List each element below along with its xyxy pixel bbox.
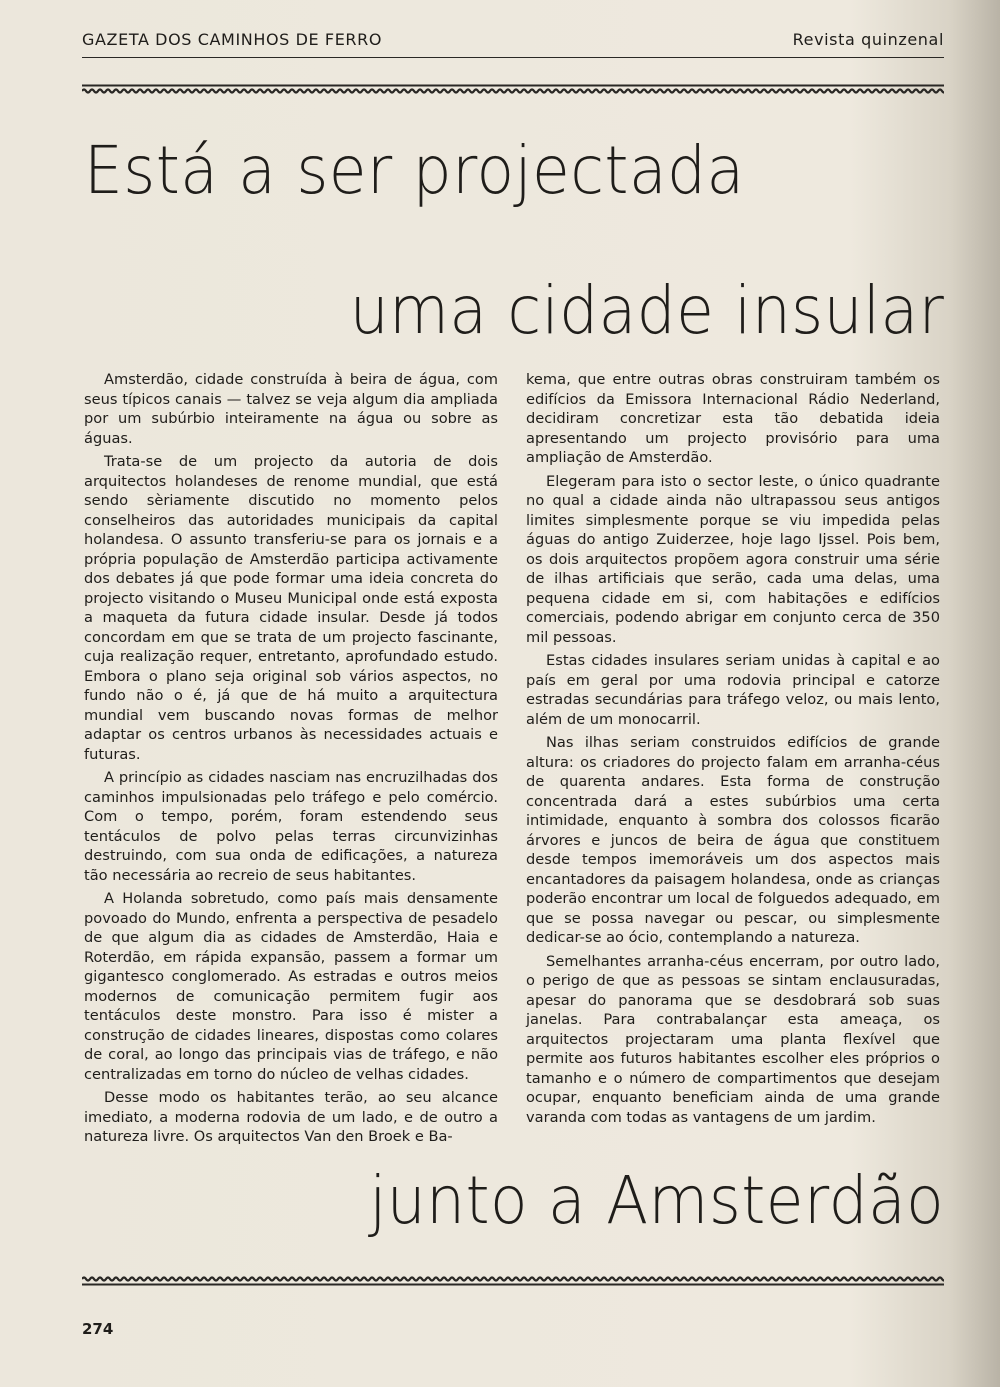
running-header — [82, 30, 944, 58]
paragraph: Elegeram para isto o sector leste, o único quadrante no qual a cidade ainda não ultrapassou seus antigos limites simplesmente porque se viu impedida pelas águas do antigo Zuiderzee, hoje lago Ijssel. Pois bem, os dois arquitectos propõem agora construir uma série de ilhas artificiais que serão, cada uma delas, uma pequena cidade em si, com habitações e edifícios comerciais, podendo abrigar em conjunto cerca de 350 mil pessoas. — [526, 472, 940, 646]
paragraph: Trata-se de um projecto da autoria de dois arquitectos holandeses de renome mundial, que está sendo sèriamente discutido no momento pelos conselheiros das autoridades municipais da capital holandesa. O assunto transferiu-se para os jornais e a própria população de Amsterdão participa activamente dos debates já que pode formar uma ideia concreta do projecto visitando o Museu Municipal onde está exposta a maqueta da futura cidade insular. Desde já todos concordam em que se trata de um projecto fascinante, cuja realização requer, entretanto, aprofundado estudo. Embora o plano seja original sob vários aspectos, no fundo não o é, já que de há muito a arquitectura mundial vem buscando novas formas de melhor adaptar os centros urbanos às necessidades actuais e futuras. — [84, 453, 498, 763]
headline-line-2: uma cidade insular — [349, 272, 944, 349]
paragraph: Semelhantes arranha-céus encerram, por outro lado, o perigo de que as pessoas se sintam enclausuradas, apesar do panorama que se desdobrará sob suas janelas. Para contrabalançar esta ameaça, os arquitectos projectaram uma planta flexível que permite aos futuros habitantes escolher eles próprios o tamanho e o número de compartimentos que desejam ocupar, enquanto beneficiam ainda de uma grande varanda com todas as vantagens de um jardim. — [526, 952, 940, 1126]
article-column-left — [84, 370, 498, 1151]
page-number: 274 — [82, 1320, 114, 1338]
top-wave-rule — [82, 84, 944, 98]
paragraph: A princípio as cidades nasciam nas encruzilhadas dos caminhos impulsionadas pelo tráfego e pelo comércio. Com o tempo, porém, foram estendendo seus tentáculos de polvo pelas terras circunvizinhas destruindo, com sua onda de edificações, a natureza tão necessária ao recreio de seus habitantes. — [84, 769, 498, 884]
paragraph: Amsterdão, cidade construída à beira de água, com seus típicos canais — talvez se veja algum dia ampliada por um subúrbio inteiramente na água ou sobre as águas. — [84, 371, 498, 447]
paragraph: Estas cidades insulares seriam unidas à capital e ao país em geral por uma rodovia principal e catorze estradas secundárias para tráfego veloz, ou mais lento, além de um monocarril. — [526, 652, 940, 728]
headline-line-1: Está a ser projectada — [84, 132, 745, 209]
paragraph: A Holanda sobretudo, como país mais densamente povoado do Mundo, enfrenta a perspectiva de pesadelo de que algum dia as cidades de Amsterdão, Haia e Roterdão, em rápida expansão, passem a formar um gigantesco conglomerado. As estradas e outros meios modernos de comunicação permitem fugir aos tentáculos deste monstro. Para isso é mister a construção de cidades lineares, dispostas como colares de coral, ao longo das principais vias de tráfego, e não centralizadas em torno do núcleo de velhas cidades. — [84, 890, 498, 1083]
bottom-wave-rule — [82, 1272, 944, 1286]
article-column-right — [526, 370, 940, 1131]
paragraph-continuation: kema, que entre outras obras construiram também os edifícios da Emissora Internacional Rádio Nederland, decidiram concretizar esta tão debatida ideia apresentando um projecto provisório para uma ampliação de Amsterdão. — [526, 371, 940, 466]
paragraph: Desse modo os habitantes terão, ao seu alcance imediato, a moderna rodovia de um lado, e de outro a natureza livre. Os arquitectos Van den Broek e Ba- — [84, 1089, 498, 1145]
publication-frequency: Revista quinzenal — [792, 30, 944, 49]
publication-name: GAZETA DOS CAMINHOS DE FERRO — [82, 30, 383, 49]
headline-line-3: junto a Amsterdão — [369, 1162, 944, 1239]
paragraph: Nas ilhas seriam construidos edifícios de grande altura: os criadores do projecto falam em arranha-céus de quarenta andares. Esta forma de construção concentrada dará a estes subúrbios uma certa intimidade, enquanto à sombra dos colossos ficarão árvores e juncos de beira de água que constituem desde tempos imemoráveis um dos aspectos mais encantadores da paisagem holandesa, onde as crianças poderão encontrar um local de folguedos adequado, em que se possa navegar ou pescar, ou simplesmente dedicar-se ao ócio, contemplando a natureza. — [526, 734, 940, 946]
